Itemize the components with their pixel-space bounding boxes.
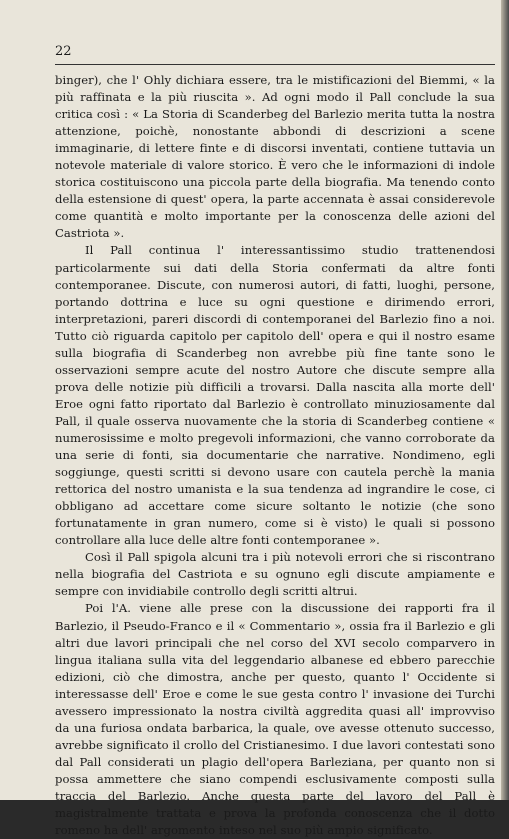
page-edge bbox=[501, 0, 509, 800]
page-body bbox=[55, 72, 495, 839]
paragraph-2: Il Pall continua l' interessantissimo studio trattenendosi particolarmente sui dati della Storia confermati da altre fonti contemporanee. Discute, con numerosi autori, di fatti, luoghi, persone, portando dottrina e luce su ogni questione e dirimendo errori, interpretazioni, pareri discordi di contemporanei del Barlezio fino a noi. Tutto ciò riguarda capitolo per capitolo dell' opera e qui il nostro esame sulla biografia di Scanderbeg non avrebbe più fine tante sono le osservazioni sempre acute del nostro Autore che discute sempre alla prova delle notizie più difficili a trovarsi. Dalla nascita alla morte dell' Eroe ogni fatto riportato dal Barlezio è controllato minuziosamente dal Pall, il quale osserva nuovamente che la storia di Scanderbeg contiene « numerosissime e molto pregevoli informazioni, che vanno corroborate da una serie di fonti, sia documentarie che narrative. Nondimeno, egli soggiunge, questi scritti si devono usare con cautela perchè la mania rettorica del nostro umanista e la sua tendenza ad ingrandire le cose, ci obbligano ad accettare come sicure soltanto le notizie (che sono fortunatamente in gran numero, come si è visto) le quali si possono controllare alla luce delle altre fonti contemporanee ». bbox=[55, 243, 495, 548]
paragraph-1: binger), che l' Ohly dichiara essere, tra le mistificazioni del Biemmi, « la più raffinata e la più riuscita ». Ad ogni modo il Pall conclude la sua critica così : « La Storia di Scanderbeg del Barlezio merita tutta la nostra attenzione, poichè, nonostante abbondi di descrizioni a scene immaginarie, di lettere finte e di discorsi inventati, contiene tuttavia un notevole materiale di valore storico. È vero che le informazioni di indole storica costituiscono una piccola parte della biografia. Ma tenendo conto della estensione di quest' opera, la parte accennata è assai considerevole come quantità e molto importante per la conoscenza delle azioni del Castriota ». bbox=[55, 73, 495, 241]
page-number: 22 bbox=[55, 44, 72, 59]
header-rule bbox=[55, 64, 495, 65]
paragraph-4: Poi l'A. viene alle prese con la discussione dei rapporti fra il Barlezio, il Pseudo-Franco e il « Commentario », ossia fra il Barlezio e gli altri due lavori principali che nel corso del XVI secolo comparvero in lingua italiana sulla vita del leggendario albanese ed ebbero parecchie edizioni, ciò che dimostra, anche per questo, quanto l' Occidente si interessasse dell' Eroe e come le sue gesta contro l' invasione dei Turchi avessero impressionato la nostra civiltà aggredita quasi all' improvviso da una furiosa ondata barbarica, la quale, ove avesse ottenuto successo, avrebbe significato il crollo del Cristianesimo. I due lavori contestati sono dal Pall considerati un plagio dell'opera Barleziana, per quanto non si possa ammettere che siano compendi esclusivamente composti sulla traccia del Barlezio. Anche questa parte del lavoro del Pall è magistralmente trattata e prova la profonda conoscenza che il dotto romeno ha dell' argomento inteso nel suo più ampio significato. bbox=[55, 601, 495, 838]
paragraph-3: Così il Pall spigola alcuni tra i più notevoli errori che si riscontrano nella biografia del Castriota e su ognuno egli discute ampiamente e sempre con invidiabile controllo degli scritti altrui. bbox=[55, 550, 495, 599]
